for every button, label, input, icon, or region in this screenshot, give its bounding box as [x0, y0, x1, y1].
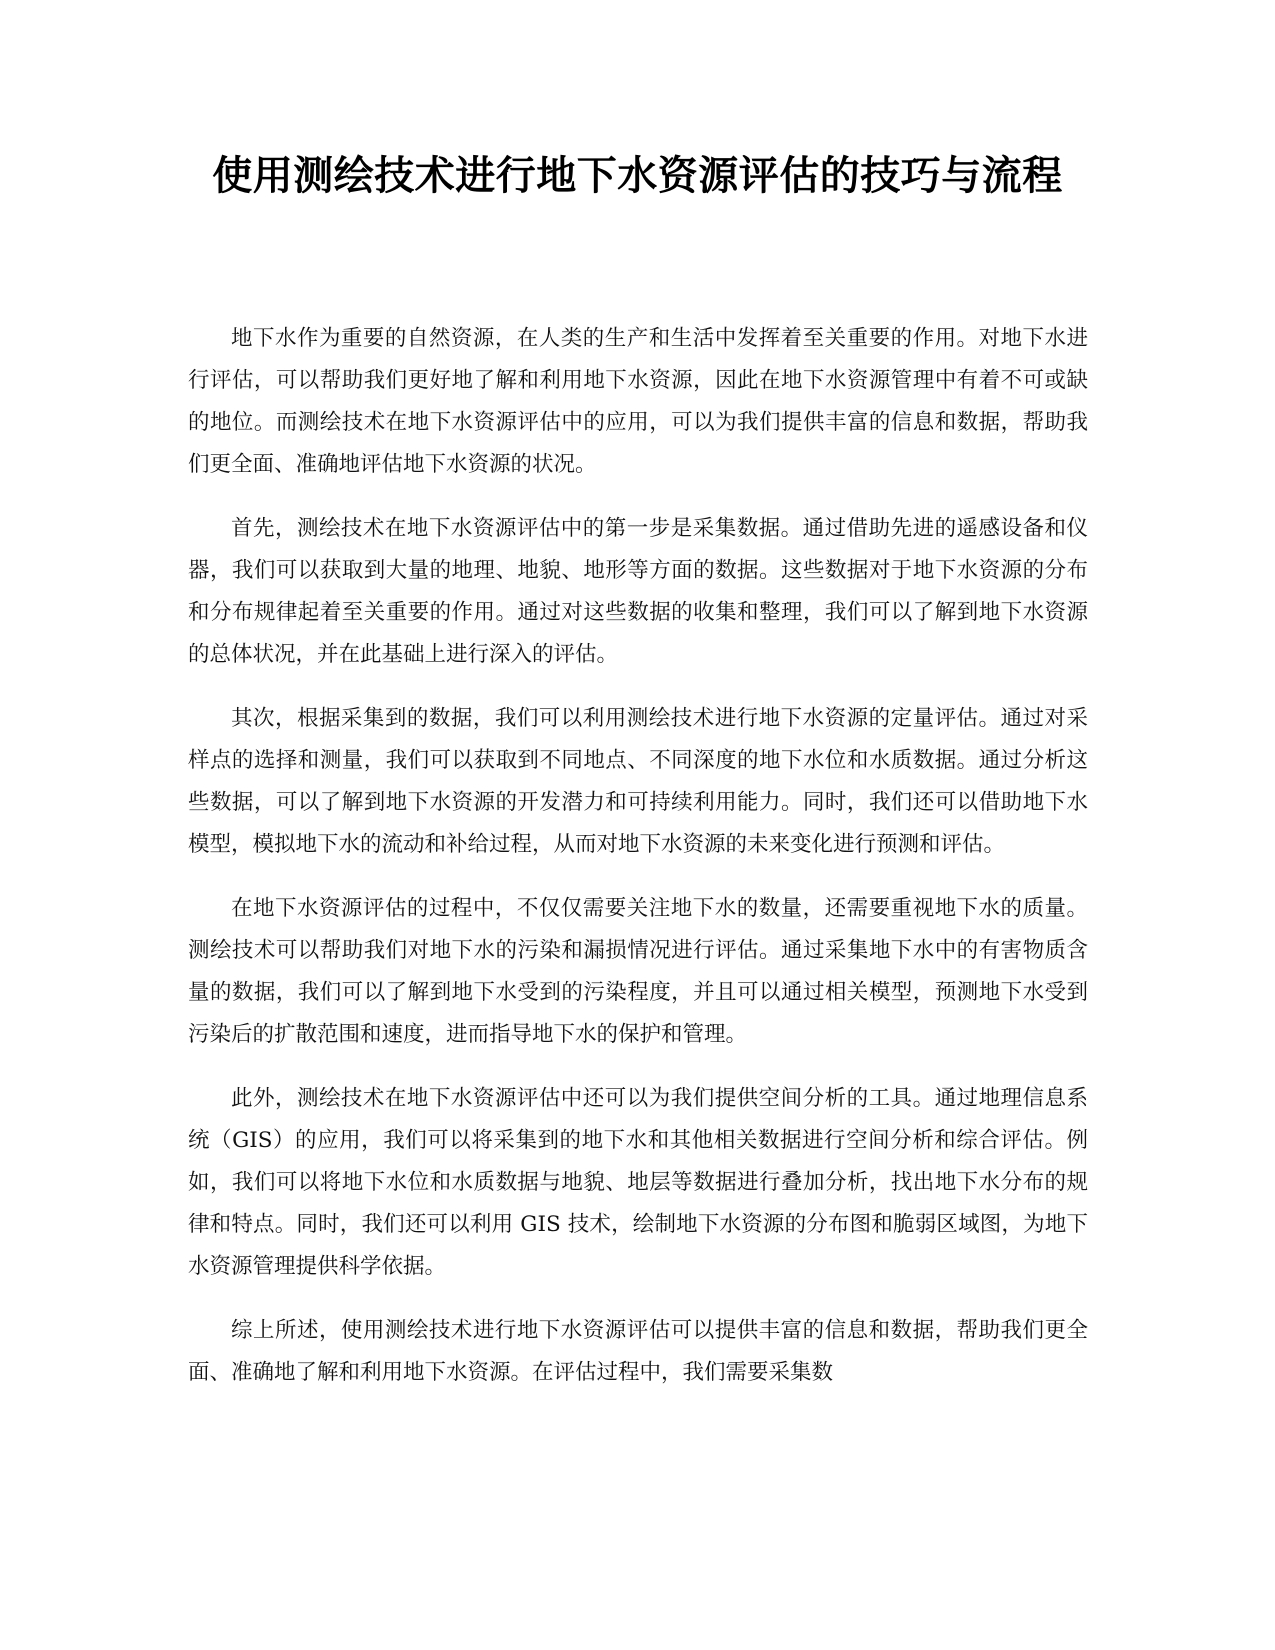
document-body [188, 318, 1088, 1416]
document-title: 使用测绘技术进行地下水资源评估的技巧与流程 [212, 153, 1063, 199]
paragraph-quantitative-assessment: 其次，根据采集到的数据，我们可以利用测绘技术进行地下水资源的定量评估。通过对采样点的选择和测量，我们可以获取到不同地点、不同深度的地下水位和水质数据。通过分析这些数据，可以了解到地下水资源的开发潜力和可持续利用能力。同时，我们还可以借助地下水模型，模拟地下水的流动和补给过程，从而对地下水资源的未来变化进行预测和评估。 [188, 706, 1088, 857]
paragraph-gis-analysis: 此外，测绘技术在地下水资源评估中还可以为我们提供空间分析的工具。通过地理信息系统（GIS）的应用，我们可以将采集到的地下水和其他相关数据进行空间分析和综合评估。例如，我们可以将地下水位和水质数据与地貌、地层等数据进行叠加分析，找出地下水分布的规律和特点。同时，我们还可以利用 GIS 技术，绘制地下水资源的分布图和脆弱区域图，为地下水资源管理提供科学依据。 [188, 1086, 1088, 1279]
paragraph-data-collection: 首先，测绘技术在地下水资源评估中的第一步是采集数据。通过借助先进的遥感设备和仪器，我们可以获取到大量的地理、地貌、地形等方面的数据。这些数据对于地下水资源的分布和分布规律起着至关重要的作用。通过对这些数据的收集和整理，我们可以了解到地下水资源的总体状况，并在此基础上进行深入的评估。 [188, 516, 1088, 667]
paragraph-water-quality: 在地下水资源评估的过程中，不仅仅需要关注地下水的数量，还需要重视地下水的质量。测绘技术可以帮助我们对地下水的污染和漏损情况进行评估。通过采集地下水中的有害物质含量的数据，我们可以了解到地下水受到的污染程度，并且可以通过相关模型，预测地下水受到污染后的扩散范围和速度，进而指导地下水的保护和管理。 [188, 896, 1088, 1047]
paragraph-summary: 综上所述，使用测绘技术进行地下水资源评估可以提供丰富的信息和数据，帮助我们更全面、准确地了解和利用地下水资源。在评估过程中，我们需要采集数 [188, 1318, 1088, 1385]
paragraph-intro: 地下水作为重要的自然资源，在人类的生产和生活中发挥着至关重要的作用。对地下水进行评估，可以帮助我们更好地了解和利用地下水资源，因此在地下水资源管理中有着不可或缺的地位。而测绘技术在地下水资源评估中的应用，可以为我们提供丰富的信息和数据，帮助我们更全面、准确地评估地下水资源的状况。 [188, 326, 1088, 477]
